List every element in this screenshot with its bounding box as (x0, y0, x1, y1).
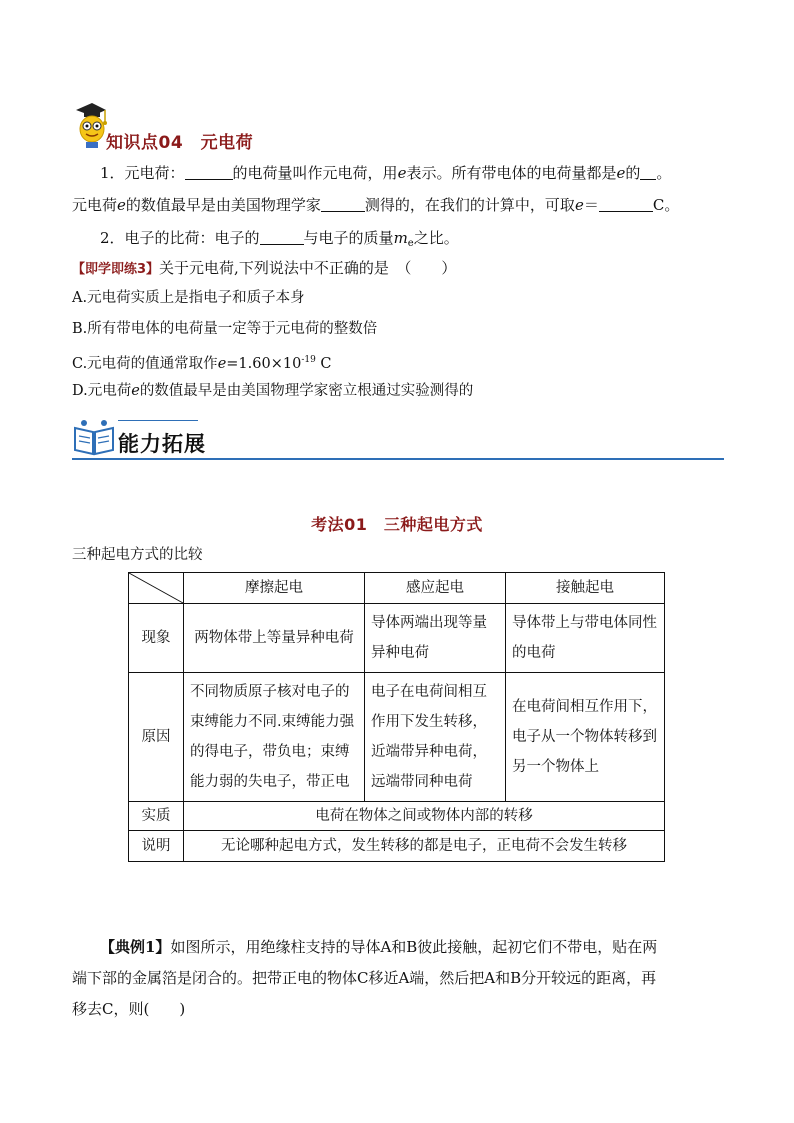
cell-note: 无论哪种起电方式，发生转移的都是电子，正电荷不会发生转移 (184, 831, 665, 862)
scholar-mascot-icon (72, 100, 108, 150)
cell-phenomenon-friction: 两物体带上等量异种电荷 (184, 604, 365, 673)
example-line-1: 【典例1】如图所示，用绝缘柱支持的导体A和B彼此接触，起初它们不带电，贴在两 (100, 938, 658, 956)
cell-phenomenon-induction: 导体两端出现等量异种电荷 (365, 604, 506, 673)
knowledge-item-1-cont: 元电荷e的数值最早是由美国物理学家 测得的，在我们的计算中，可取e＝ C。 (72, 196, 680, 214)
cell-reason-induction: 电子在电荷间相互作用下发生转移，近端带异种电荷，远端带同种电荷 (365, 673, 506, 802)
knowledge-point-header (72, 100, 372, 153)
knowledge-item-2: 2．电子的比荷：电子的 与电子的质量$m_e$之比。 (100, 229, 459, 249)
section-title: 能力拓展 (118, 432, 206, 456)
method-title: 考法01 三种起电方式 (311, 515, 483, 534)
row-label-reason: 原因 (129, 673, 184, 802)
table-row (129, 831, 665, 862)
section-header (72, 414, 724, 462)
cell-reason-friction: 不同物质原子核对电子的束缚能力不同.束缚能力强的得电子，带负电；束缚能力弱的失电子，带正电 (184, 673, 365, 802)
table-row (129, 802, 665, 831)
knowledge-item-1: 1．元电荷： 的电荷量叫作元电荷，用e表示。所有带电体的电荷量都是e的 。 (100, 164, 672, 182)
comparison-table (128, 572, 665, 862)
cell-phenomenon-contact: 导体带上与带电体同性的电荷 (506, 604, 665, 673)
knowledge-point-title: 知识点04 元电荷 (106, 133, 254, 153)
open-book-icon (72, 418, 116, 458)
cell-reason-contact: 在电荷间相互作用下，电子从一个物体转移到另一个物体上 (506, 673, 665, 802)
option-d: D.元电荷e的数值最早是由美国物理学家密立根通过实验测得的 (72, 383, 474, 399)
row-label-phenomenon: 现象 (129, 604, 184, 673)
header-contact: 接触起电 (506, 573, 665, 604)
example-line-3: 移去C，则( ) (72, 1000, 186, 1018)
row-label-note: 说明 (129, 831, 184, 862)
example-line-2: 端下部的金属箔是闭合的。把带正电的物体C移近A端，然后把A和B分开较远的距离，再 (72, 969, 657, 987)
table-caption: 三种起电方式的比较 (72, 547, 203, 563)
header-friction: 摩擦起电 (184, 573, 365, 604)
example-tag: 【典例1】 (100, 938, 171, 956)
option-c: C.元电荷的值通常取作$e=1.60\times 10^{-19}$ C (72, 355, 332, 372)
section-divider (72, 458, 724, 460)
section-top-line (118, 420, 198, 421)
header-induction: 感应起电 (365, 573, 506, 604)
table-row (129, 673, 665, 802)
cell-essence: 电荷在物体之间或物体内部的转移 (184, 802, 665, 831)
practice-tag: 【即学即练3】 (72, 262, 160, 277)
row-label-essence: 实质 (129, 802, 184, 831)
option-b: B.所有带电体的电荷量一定等于元电荷的整数倍 (72, 321, 378, 337)
option-a: A.元电荷实质上是指电子和质子本身 (72, 290, 305, 306)
table-header-row (129, 573, 665, 604)
table-row (129, 604, 665, 673)
practice-question: 【即学即练3】关于元电荷,下列说法中不正确的是 （ ） (72, 259, 457, 277)
diagonal-header-cell (129, 573, 184, 604)
